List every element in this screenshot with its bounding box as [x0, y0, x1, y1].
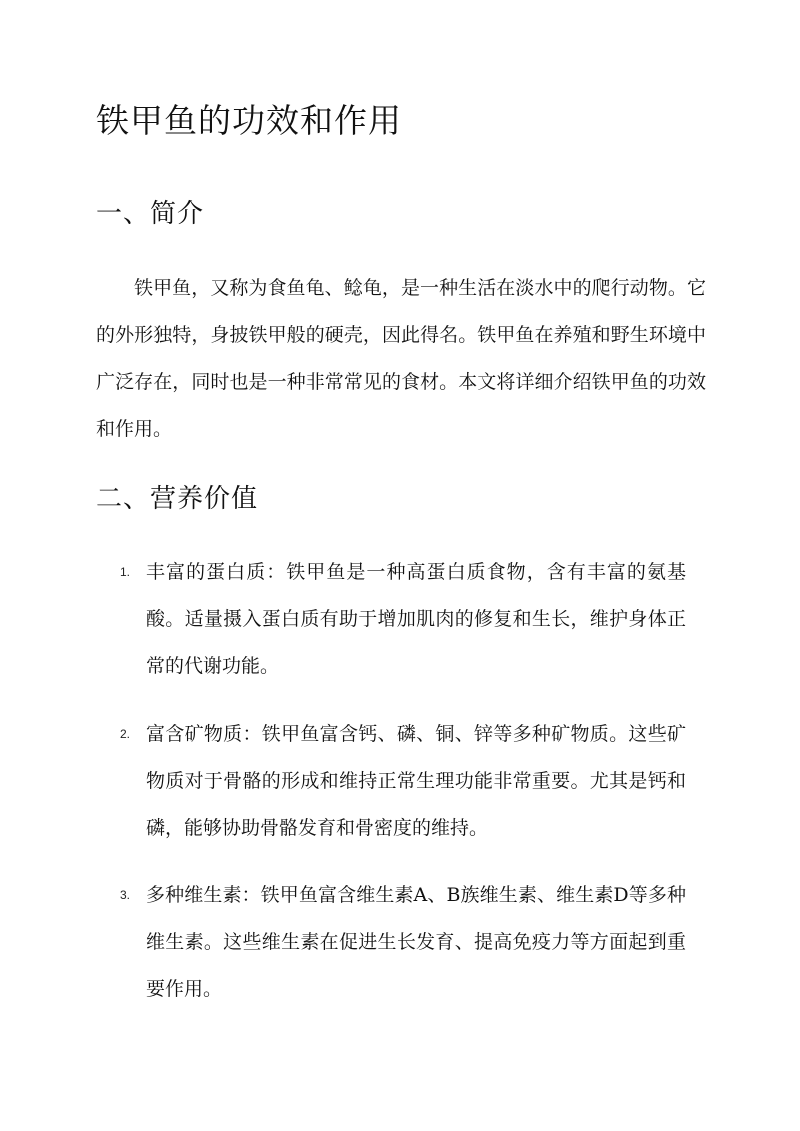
section-heading-nutrition: 二、营养价值	[96, 484, 259, 514]
document-title: 铁甲鱼的功效和作用	[96, 101, 402, 140]
list-item-text: 多种维生素：铁甲鱼富含维生素A、B族维生素、维生素D等多种维生素。这些维生素在促进生长发育、提高免疫力等方面起到重要作用。	[146, 884, 686, 1000]
section-heading-intro: 一、简介	[96, 199, 205, 229]
list-item-number: 1.	[120, 565, 131, 579]
intro-paragraph: 铁甲鱼，又称为食鱼龟、鲶龟，是一种生活在淡水中的爬行动物。它的外形独特，身披铁甲般的硬壳，因此得名。铁甲鱼在养殖和野生环境中广泛存在，同时也是一种非常常见的食材。本文将详细介绍铁甲鱼的功效和作用。	[96, 277, 706, 440]
list-item-text: 丰富的蛋白质：铁甲鱼是一种高蛋白质食物，含有丰富的氨基酸。适量摄入蛋白质有助于增加肌肉的修复和生长，维护身体正常的代谢功能。	[146, 561, 686, 677]
list-item-number: 2.	[120, 727, 131, 741]
list-item-text: 富含矿物质：铁甲鱼富含钙、磷、铜、锌等多种矿物质。这些矿物质对于骨骼的形成和维持正常生理功能非常重要。尤其是钙和磷，能够协助骨骼发育和骨密度的维持。	[146, 723, 686, 839]
list-item-number: 3.	[120, 888, 131, 902]
